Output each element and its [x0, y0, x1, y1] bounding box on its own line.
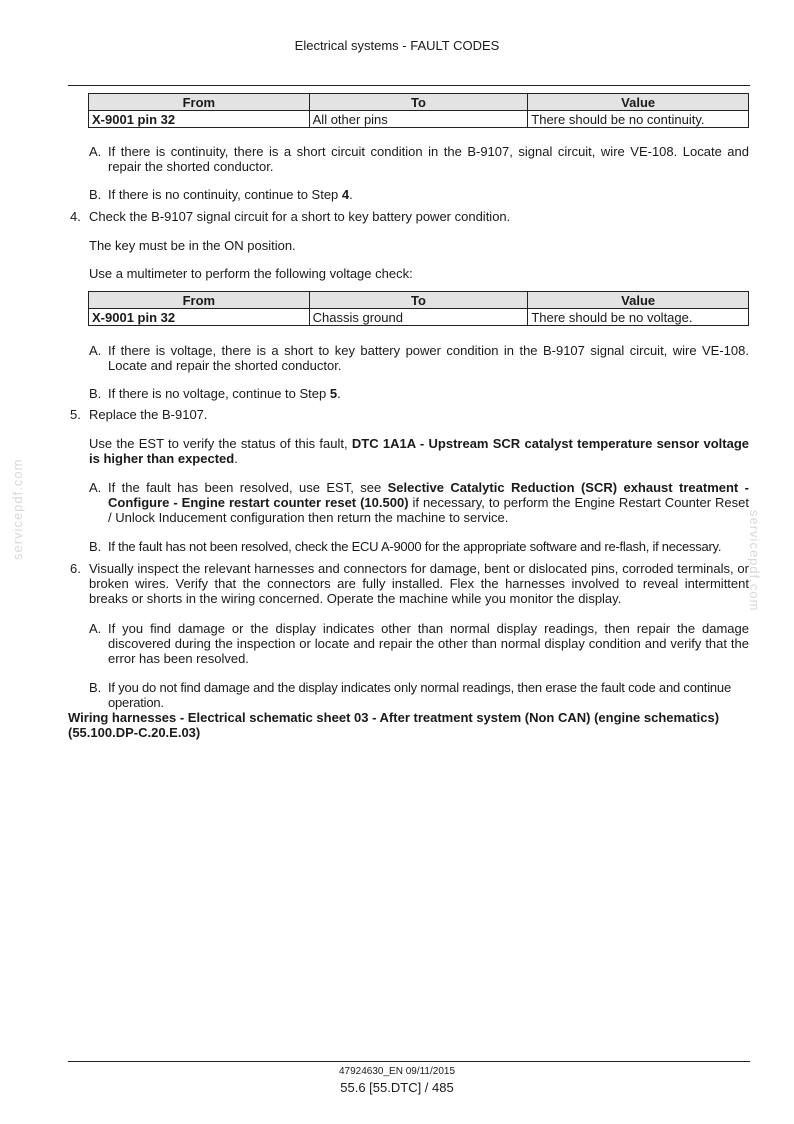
column-header-from: From: [89, 292, 310, 309]
step3-option-b-text: If there is no continuity, continue to Step: [108, 187, 342, 202]
header-rule: [68, 85, 750, 86]
dtc-reference: DTC 1A1A - Upstream SCR catalyst temperature sensor voltage is higher than expected: [89, 436, 749, 466]
column-header-value: Value: [528, 292, 749, 309]
column-header-to: To: [309, 94, 528, 111]
step-4-number: 4.: [70, 209, 81, 224]
table-row: [89, 309, 749, 326]
cell-from: X-9001 pin 32: [89, 309, 310, 326]
column-header-value: Value: [528, 94, 749, 111]
footer-page-number: 55.6 [55.DTC] / 485: [340, 1080, 454, 1095]
multimeter-instruction: Use a multimeter to perform the following voltage check:: [89, 266, 413, 281]
cell-value: There should be no continuity.: [528, 111, 749, 128]
cell-to: Chassis ground: [309, 309, 528, 326]
footer-rule: [68, 1061, 750, 1062]
verify-text: Use the EST to verify the status of this fault,: [89, 436, 352, 451]
continuity-check-table: [88, 93, 749, 128]
step4-option-b-text: If there is no voltage, continue to Step: [108, 386, 330, 401]
wiring-harness-reference-link[interactable]: Wiring harnesses - Electrical schematic sheet 03 - After treatment system (Non CAN) (engine schematics) (55.100.DP-C.20.E.03): [68, 710, 720, 740]
option-b-label: B.: [89, 539, 102, 554]
step5-option-a: [108, 480, 749, 525]
period: .: [337, 386, 341, 401]
step-6-text: Visually inspect the relevant harnesses and connectors for damage, bent or dislocated pins, corroded terminals, or broken wires. Verify that the connectors are fully installed. Flex the harnesses involved to reveal intermittent breaks or shorts in the wiring concerned. Operate the machine while you monitor the display.: [89, 561, 749, 606]
key-position-note: The key must be in the ON position.: [89, 238, 296, 253]
option-a-label: A.: [89, 144, 102, 159]
voltage-check-table: [88, 291, 749, 326]
step4-option-a-text: If there is voltage, there is a short to key battery power condition in the B-9107 signal circuit, wire VE-108. Locate and repair the shorted conductor.: [108, 343, 749, 373]
verify-fault-instruction: [89, 436, 749, 466]
step5-option-a-text-end: if necessary, to perform the Engine Restart Counter Reset / Unlock Inducement configuration then return the machine to service.: [108, 495, 749, 525]
table-header-row: [89, 94, 749, 111]
step5-option-b-text: If the fault has not been resolved, check the ECU A-9000 for the appropriate software and re-flash, if necessary.: [108, 539, 722, 554]
cell-from: X-9001 pin 32: [89, 111, 310, 128]
table-header-row: [89, 292, 749, 309]
period: .: [234, 451, 238, 466]
step-5-number: 5.: [70, 407, 81, 422]
footer-document-id: 47924630_EN 09/11/2015: [338, 1066, 456, 1077]
option-b-label: B.: [89, 680, 102, 695]
option-a-label: A.: [89, 480, 102, 495]
step-reference-5: 5: [329, 386, 338, 401]
watermark-left: servicepdf.com: [10, 458, 25, 560]
step3-option-b: [108, 187, 749, 202]
cell-value: There should be no voltage.: [528, 309, 749, 326]
step-4-text: Check the B-9107 signal circuit for a short to key battery power condition.: [89, 209, 511, 224]
option-a-label: A.: [89, 343, 102, 358]
scr-procedure-link[interactable]: Selective Catalytic Reduction (SCR) exhaust treatment - Configure - Engine restart counter reset (10.500): [108, 480, 749, 510]
step6-option-a-text: If you find damage or the display indicates other than normal display readings, then repair the damage discovered during the inspection or locate and repair the other than normal display condition and verify that the error has been resolved.: [108, 621, 749, 666]
step6-option-b-text: If you do not find damage and the display indicates only normal readings, then erase the fault code and continue operation.: [108, 680, 731, 710]
option-b-label: B.: [89, 187, 102, 202]
step4-option-b: [108, 386, 749, 401]
step5-option-a-text: If the fault has been resolved, use EST, see: [108, 480, 388, 495]
step-5-text: Replace the B-9107.: [89, 407, 208, 422]
option-b-label: B.: [89, 386, 102, 401]
column-header-to: To: [309, 292, 528, 309]
table-row: [89, 111, 749, 128]
step-reference-4: 4: [341, 187, 350, 202]
step-6-number: 6.: [70, 561, 81, 576]
page-header-title: Electrical systems - FAULT CODES: [294, 38, 500, 53]
cell-to: All other pins: [309, 111, 528, 128]
column-header-from: From: [89, 94, 310, 111]
watermark-right: servicepdf.com: [747, 510, 762, 612]
step3-option-a-text: If there is continuity, there is a short circuit condition in the B-9107, signal circuit, wire VE-108. Locate and repair the shorted conductor.: [108, 144, 749, 174]
period: .: [349, 187, 353, 202]
option-a-label: A.: [89, 621, 102, 636]
